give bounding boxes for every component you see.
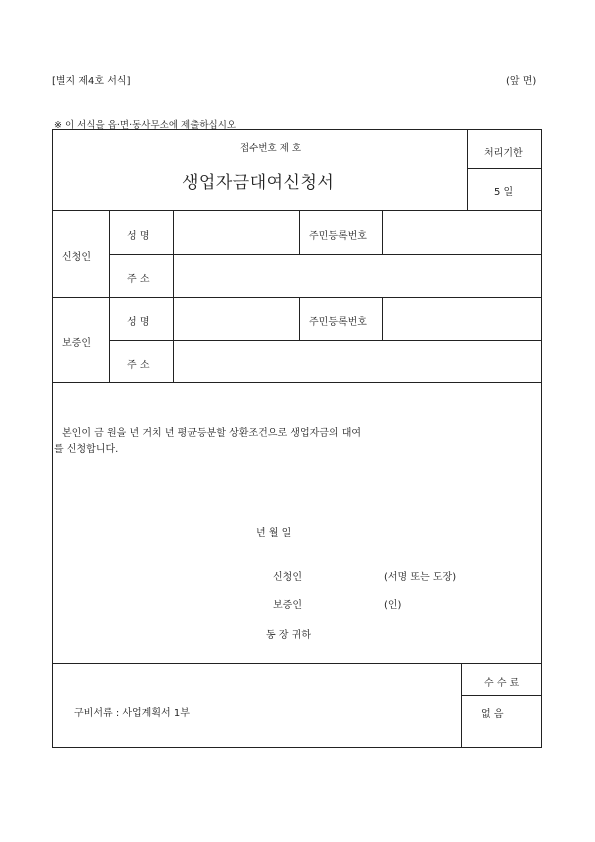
guarantor-name-label: 성 명	[127, 317, 150, 328]
applicant-id-divider-right	[382, 210, 383, 254]
applicant-id-divider-left	[299, 210, 300, 254]
section-divider	[52, 210, 542, 211]
page-side-label: (앞 면)	[506, 76, 537, 87]
guarantor-sign-label: 보증인	[273, 600, 302, 611]
guarantor-row-divider	[109, 340, 542, 341]
field-label-divider	[173, 210, 174, 382]
application-date: 년 월 일	[256, 528, 292, 539]
guarantor-id-label: 주민등록번호	[309, 317, 367, 328]
applicant-section-label: 신청인	[62, 252, 91, 263]
form-title: 생업자금대여신청서	[182, 173, 335, 193]
fee-label: 수 수 료	[484, 678, 520, 689]
section-divider	[52, 297, 542, 298]
fee-value: 없 음	[481, 709, 504, 720]
guarantor-section-label: 보증인	[62, 338, 91, 349]
guarantor-id-divider-left	[299, 297, 300, 340]
guarantor-address-label: 주 소	[127, 360, 150, 371]
fee-divider	[461, 663, 462, 747]
application-statement: 본인이 금 원을 년 거치 년 평균등분할 상환조건으로 생업자금의 대여	[62, 428, 362, 439]
deadline-label: 처리기한	[484, 148, 523, 159]
applicant-id-label: 주민등록번호	[309, 231, 367, 242]
applicant-name-label: 성 명	[127, 231, 150, 242]
section-divider	[52, 382, 542, 383]
applicant-sign-note: (서명 또는 도장)	[384, 572, 457, 583]
required-documents: 구비서류 : 사업계획서 1부	[74, 708, 190, 719]
deadline-divider	[467, 130, 468, 210]
section-divider	[52, 663, 542, 664]
guarantor-sign-note: (인)	[384, 600, 402, 611]
applicant-sign-label: 신청인	[273, 572, 302, 583]
deadline-row-divider	[467, 168, 542, 169]
section-label-divider	[109, 210, 110, 382]
guarantor-id-divider-right	[382, 297, 383, 340]
applicant-row-divider	[109, 254, 542, 255]
submission-notice: ※ 이 서식을 읍·면·동사무소에 제출하십시오	[54, 120, 237, 131]
deadline-value: 5 일	[494, 187, 514, 198]
applicant-address-label: 주 소	[127, 274, 150, 285]
fee-row-divider	[461, 695, 542, 696]
application-statement-continued: 를 신청합니다.	[54, 444, 119, 455]
receipt-number-label: 접수번호 제 호	[240, 143, 302, 154]
addressee: 동 장 귀하	[266, 630, 311, 641]
form-number: [별지 제4호 서식]	[52, 76, 131, 87]
